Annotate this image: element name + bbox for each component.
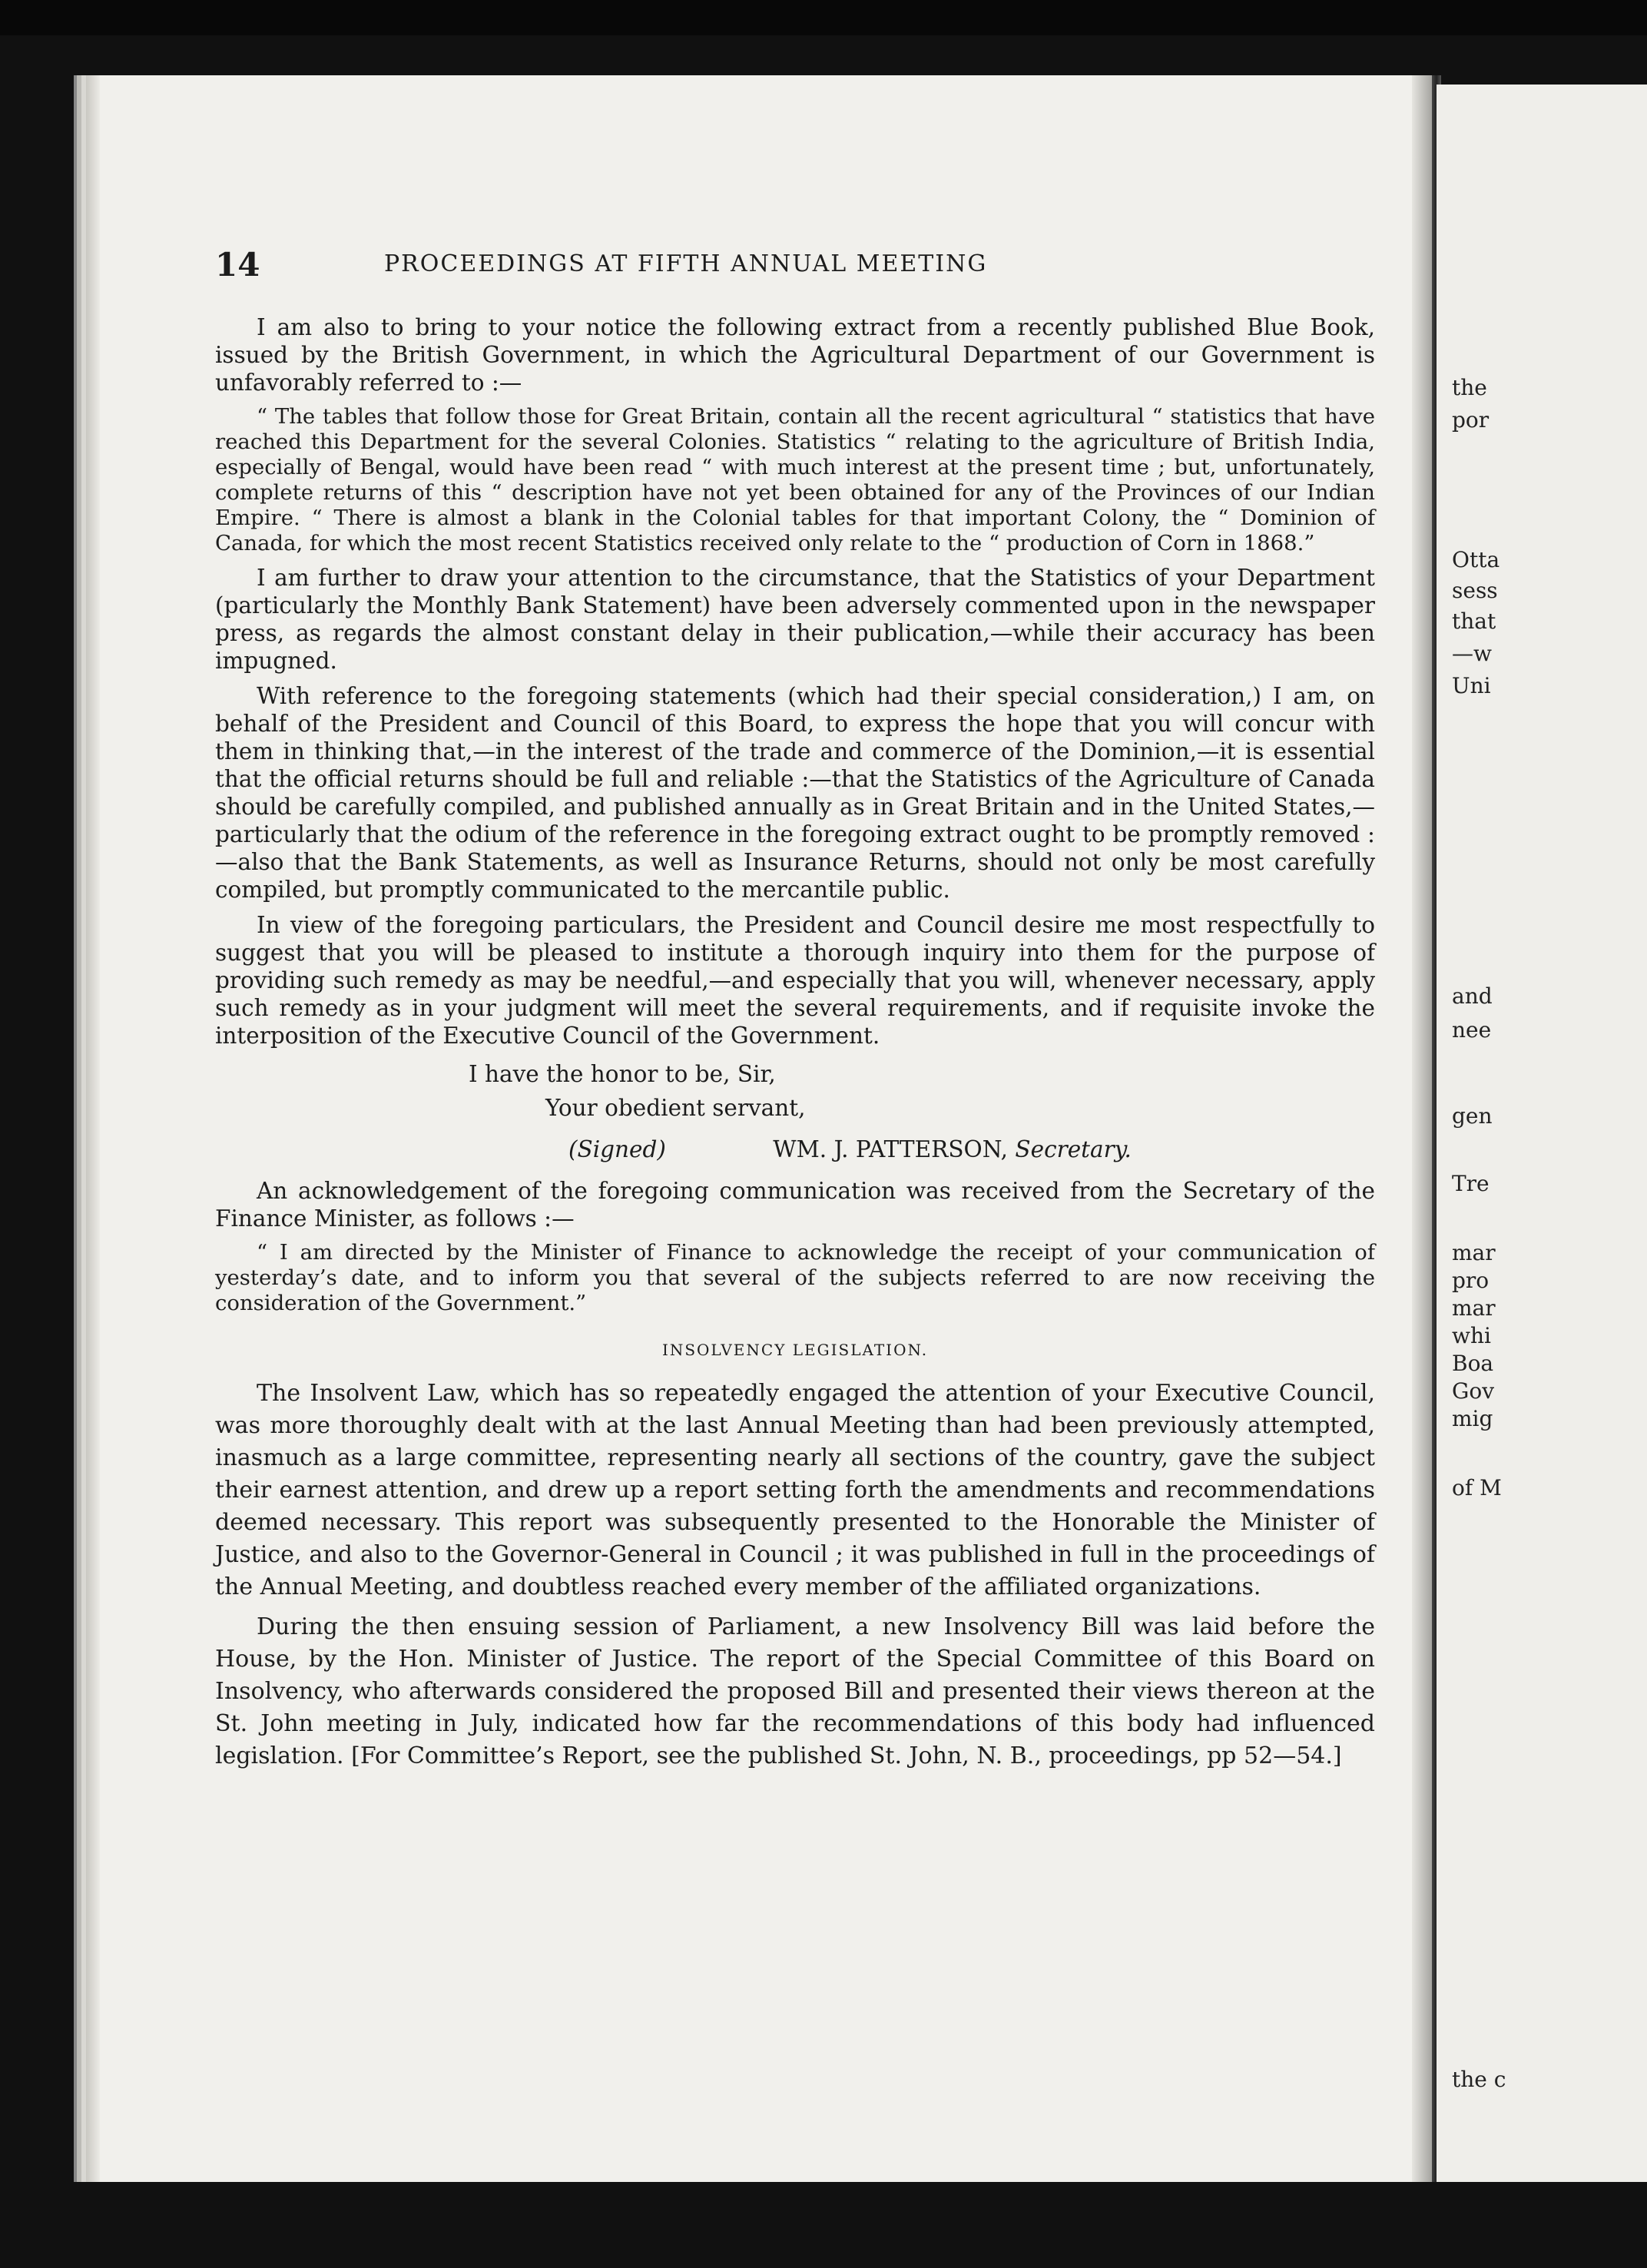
text-fragment: Otta	[1452, 547, 1500, 572]
text-fragment: sess	[1452, 578, 1498, 603]
text-fragment: —w	[1452, 641, 1492, 666]
text-fragment: Uni	[1452, 673, 1491, 698]
text-fragment: of M	[1452, 1475, 1502, 1500]
text-fragment: nee	[1452, 1017, 1492, 1043]
text-fragment: and	[1452, 983, 1493, 1009]
right-page-fragments	[1437, 85, 1647, 2182]
body-text	[215, 313, 1375, 1780]
paragraph: I am further to draw your attention to the circumstance, that the Statistics of your Department (particularly the Monthly Bank Statement) have been adversely commented upon in the newspaper press, as regards the almost constant delay in their publication,—while their accuracy has been impugned.	[215, 565, 1375, 674]
text-fragment: Gov	[1452, 1378, 1495, 1404]
running-head	[215, 246, 1375, 284]
page-edge	[86, 75, 100, 2182]
paragraph: An acknowledgement of the foregoing communication was received from the Secretary of the Finance Minister, as follows :—	[215, 1178, 1375, 1232]
text-fragment: that	[1452, 608, 1496, 634]
page-gutter	[1412, 75, 1432, 2182]
right-page	[1437, 85, 1647, 2182]
paragraph: I am also to bring to your notice the following extract from a recently published Blue Book, issued by the British Government, in which the Agricultural Department of our Government is unfavorably referred to :—	[215, 314, 1375, 396]
finance-reply-quote: “ I am directed by the Minister of Finance to acknowledge the receipt of your communication of yesterday’s date, and to inform you that several of the subjects referred to are now receiving the consideration of the Government.”	[215, 1240, 1375, 1315]
text-fragment: mar	[1452, 1240, 1496, 1265]
secretary-name: WM. J. PATTERSON,	[773, 1136, 1009, 1162]
paragraph: The Insolvent Law, which has so repeatedly engaged the attention of your Executive Council, was more thoroughly dealt with at the last Annual Meeting than had been previously attempted, inasmuch as a large committee, representing nearly all sections of the country, gave the subject their earnest attention, and drew up a report setting forth the amendments and recommendations deemed necessary. This report was subsequently presented to the Honorable the Minister of Justice, and also to the Governor-General in Council ; it was published in full in the proceedings of the Annual Meeting, and doubtless reached every member of the affiliated organizations.	[215, 1380, 1375, 1600]
text-fragment: mar	[1452, 1295, 1496, 1321]
signed-label: (Signed)	[568, 1136, 666, 1162]
text-fragment: the c	[1452, 2067, 1506, 2092]
signed-line	[215, 1132, 1375, 1166]
servant-line: Your obedient servant,	[545, 1095, 806, 1121]
secretary-role: Secretary.	[1015, 1136, 1132, 1162]
text-fragment: pro	[1452, 1268, 1490, 1293]
text-fragment: gen	[1452, 1103, 1493, 1129]
running-head-title: PROCEEDINGS AT FIFTH ANNUAL MEETING	[384, 250, 988, 277]
text-fragment: Tre	[1452, 1171, 1490, 1196]
text-fragment: mig	[1452, 1406, 1493, 1431]
text-fragment: Boa	[1452, 1351, 1494, 1376]
paragraph: During the then ensuing session of Parliament, a new Insolvency Bill was laid before the House, by the Hon. Minister of Justice. The report of the Special Committee of this Board on Insolvency, who afterwards considered the proposed Bill and presented their views thereon at the St. John meeting in July, indicated how far the recommendations of this body had influenced legislation. [For Committee’s Report, see the published St. John, N. B., proceedings, pp 52—54.]	[215, 1613, 1375, 1769]
page-number: 14	[215, 246, 260, 284]
paragraph: With reference to the foregoing statements (which had their special consideration,) I am, on behalf of the President and Council of this Board, to express the hope that you will concur with them in thinking that,—in the interest of the trade and commerce of the Dominion,—it is essential that the official returns should be full and reliable :—that the Statistics of the Agriculture of Canada should be carefully compiled, and published annually as in Great Britain and in the United States,—particularly that the odium of the reference in the foregoing extract ought to be promptly removed :—also that the Bank Statements, as well as Insurance Returns, should not only be most carefully compiled, but promptly communicated to the mercantile public.	[215, 683, 1375, 903]
text-fragment: the	[1452, 375, 1487, 400]
signature-block	[215, 1057, 1375, 1166]
text-fragment: whi	[1452, 1323, 1491, 1348]
scan-top-band	[0, 0, 1647, 35]
text-fragment: por	[1452, 407, 1490, 433]
paragraph: In view of the foregoing particulars, the President and Council desire me most respectfully to suggest that you will be pleased to institute a thorough inquiry into them for the purpose of providing such remedy as may be needful,—and especially that you will, whenever necessary, apply such remedy as in your judgment will meet the several requirements, and if requisite invoke the interposition of the Executive Council of the Government.	[215, 912, 1375, 1049]
section-heading: INSOLVENCY LEGISLATION.	[661, 1341, 929, 1359]
left-page	[86, 75, 1432, 2182]
blue-book-quote: “ The tables that follow those for Great Britain, contain all the recent agricultural “ statistics that have reached this Department for the several Colonies. Statistics “ relating to the agriculture of British India, especially of Bengal, would have been read “ with much interest at the present time ; but, unfortunately, complete returns of this “ description have not yet been obtained for any of the Provinces of our Indian Empire. “ There is almost a blank in the Colonial tables for that important Colony, the “ Dominion of Canada, for which the most recent Statistics received only relate to the “ production of Corn in 1868.”	[215, 404, 1375, 555]
closing-line: I have the honor to be, Sir,	[469, 1061, 776, 1087]
